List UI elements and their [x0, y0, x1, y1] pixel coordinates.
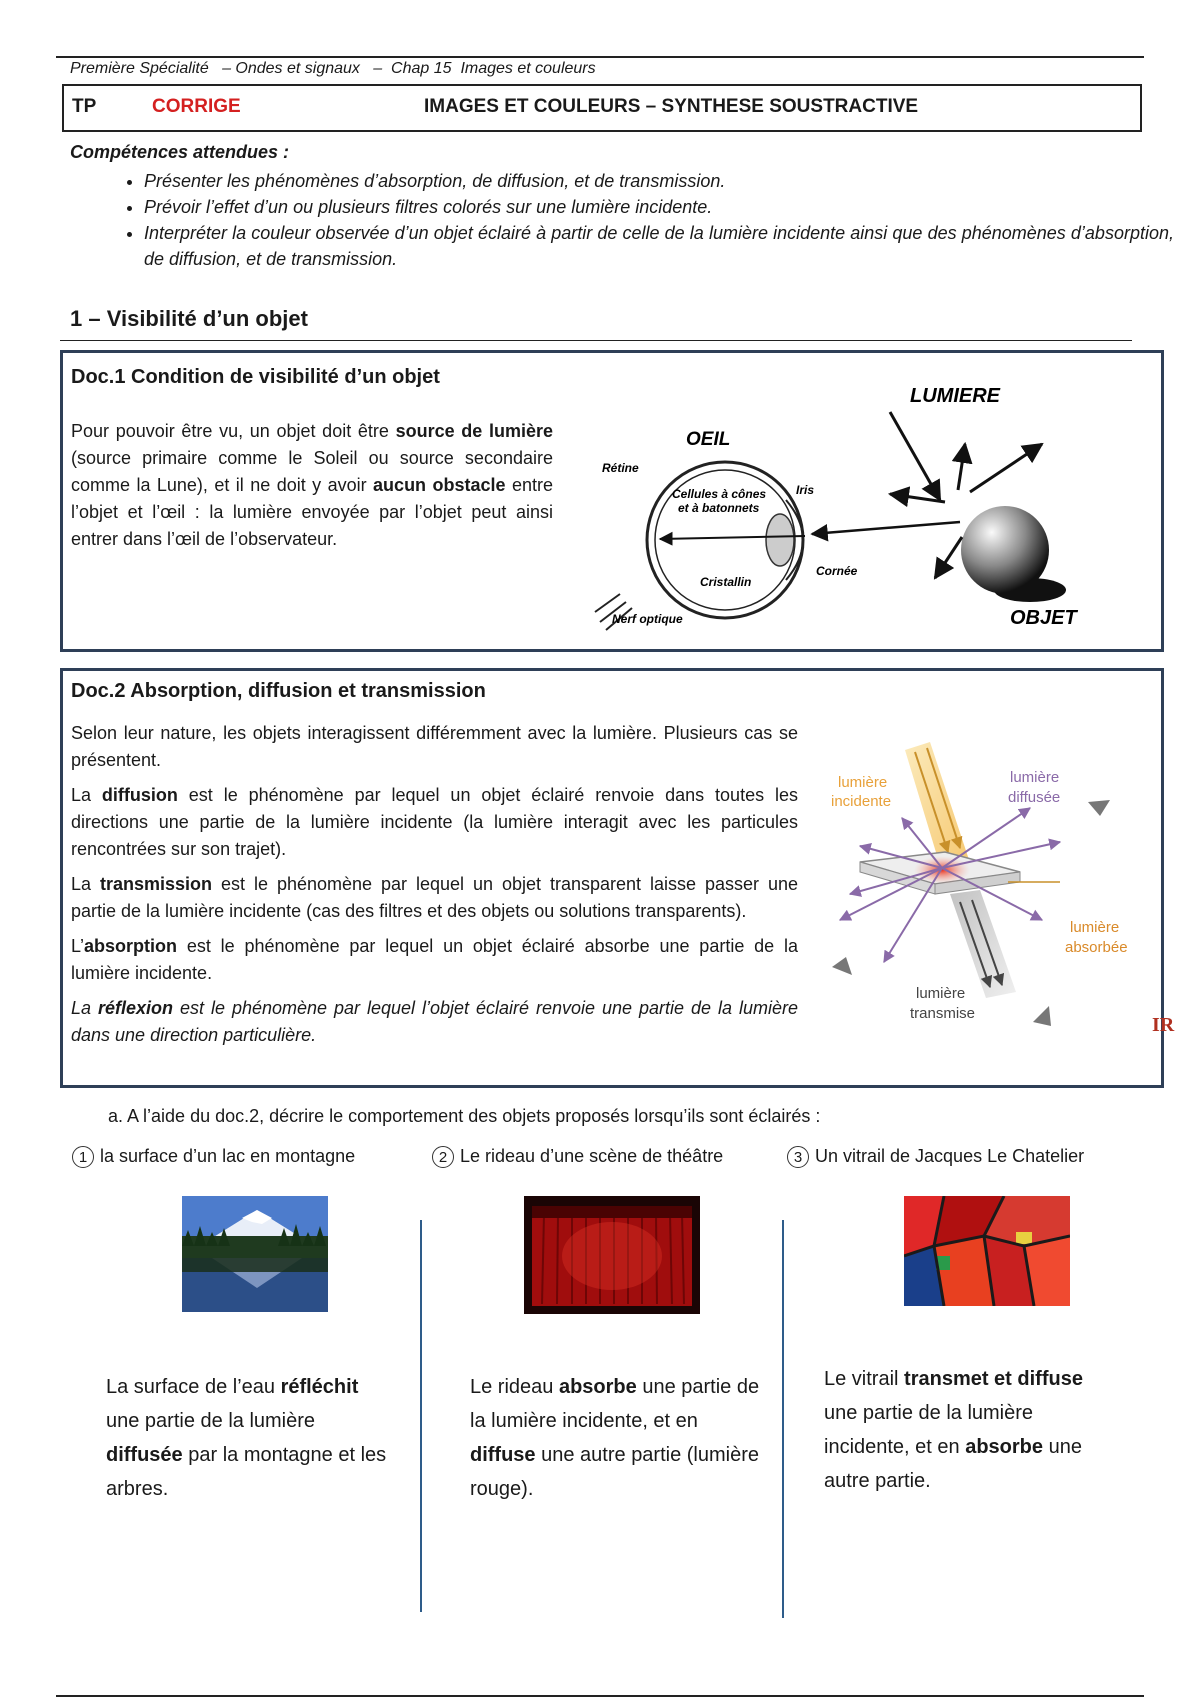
header-line: Première Spécialité – Ondes et signaux – Chap 15 Images et couleurs	[70, 60, 596, 77]
column-separator	[782, 1220, 784, 1618]
lake-mountain-image	[182, 1196, 328, 1312]
cellules-label-2: et à batonnets	[678, 501, 760, 515]
incidente-label-2: incidente	[831, 793, 892, 810]
incident-light-arrow	[890, 412, 940, 500]
oeil-label: OEIL	[686, 429, 731, 450]
diffused-arrow-right	[970, 444, 1042, 492]
competence-item: • Interpréter la couleur observée d’un objet éclairé à partir de celle de la lumière incidente ainsi que des phénomènes d’absorption, de diffusion, et de transmission.	[144, 220, 1174, 272]
cornee-label: Cornée	[816, 564, 858, 578]
diffusee-label-1: lumière	[1010, 769, 1060, 786]
stained-glass-image	[904, 1196, 1070, 1306]
lumiere-label: LUMIERE	[910, 385, 1000, 407]
transmise-label-2: transmise	[910, 1005, 976, 1022]
diffusee-label-2: diffusée	[1008, 789, 1061, 806]
diffused-arrow-down	[935, 537, 962, 578]
eye-object-diagram	[590, 372, 1150, 642]
doc2-title: Doc.2 Absorption, diffusion et transmission	[71, 680, 486, 702]
incidente-label-1: lumière	[838, 774, 888, 791]
transmise-label-1: lumière	[916, 985, 966, 1002]
doc2-diffusion: La diffusion est le phénomène par lequel un objet éclairé renvoie dans toutes les directions une partie de la lumière incidente (la lumière interagit avec les particules rencontrées sur son trajet).	[71, 785, 798, 859]
competences-list	[100, 168, 1174, 272]
competence-item: • Présenter les phénomènes d’absorption, de diffusion, et de transmission.	[144, 168, 1174, 194]
doc1-title: Doc.1 Condition de visibilité d’un objet	[71, 366, 440, 388]
object-sphere	[961, 506, 1066, 602]
option-1: 1 la surface d’un lac en montagne	[72, 1146, 355, 1168]
light-to-eye-arrow	[812, 522, 960, 534]
top-rule	[56, 56, 1144, 58]
absorbee-label-2: absorbée	[1065, 939, 1128, 956]
iris-label: Iris	[796, 483, 815, 497]
section-rule	[60, 340, 1132, 341]
doc1-text: Pour pouvoir être vu, un objet doit être source de lumière (source primaire comme le Soleil ou source secondaire comme la Lune), et il ne doit y avoir aucun obstacle entre l’objet et l’œil : la lumière envoyée par l’objet peut ainsi entrer dans l’œil de l’observateur.	[71, 421, 553, 549]
diffused-arrow-up	[958, 444, 965, 490]
competences-title: Compétences attendues :	[70, 142, 290, 162]
corrige-label: CORRIGE	[152, 96, 241, 117]
competence-item: • Prévoir l’effet d’un ou plusieurs filtres colorés sur une lumière incidente.	[144, 194, 1174, 220]
transmitted-beam	[950, 890, 1016, 998]
doc2-intro: Selon leur nature, les objets interagissent différemment avec la lumière. Plusieurs cas se présentent.	[71, 723, 798, 770]
doc2-reflexion: La réflexion est le phénomène par lequel l’objet éclairé renvoie une partie de la lumière dans une direction particulière.	[71, 998, 798, 1045]
option-number: 1	[72, 1146, 94, 1168]
option-number: 3	[787, 1146, 809, 1168]
interaction-diagram	[820, 742, 1140, 1042]
doc2-text	[71, 720, 798, 1049]
objet-label: OBJET	[1010, 607, 1077, 629]
section-title: 1 – Visibilité d’un objet	[70, 306, 308, 331]
tp-label: TP	[72, 96, 97, 117]
answer-stained-glass: Le vitrail transmet et diffuse une partie de la lumière incidente, et en absorbe une autre partie.	[824, 1368, 1083, 1492]
nerf-label: Nerf optique	[612, 612, 683, 626]
answer-lake: La surface de l’eau réfléchit une partie de la lumière diffusée par la montagne et les arbres.	[106, 1376, 387, 1500]
column-separator	[420, 1220, 422, 1612]
retine-label: Rétine	[602, 461, 639, 475]
theater-curtain-image	[524, 1196, 700, 1314]
absorbed-spot	[914, 856, 970, 884]
page-title: IMAGES ET COULEURS – SYNTHESE SOUSTRACTIVE	[424, 96, 919, 117]
doc2-transmission: La transmission est le phénomène par lequel un objet transparent laisse passer une partie de la lumière incidente (cas des filtres et des objets ou solutions transparents).	[71, 874, 799, 921]
question-text: a. A l’aide du doc.2, décrire le comportement des objets proposés lorsqu’ils sont éclairés :	[108, 1106, 821, 1126]
cristallin-label: Cristallin	[700, 575, 752, 589]
option-3: 3 Un vitrail de Jacques Le Chatelier	[787, 1146, 1084, 1168]
doc2-absorption: L’absorption est le phénomène par lequel un objet éclairé absorbe une partie de la lumière incidente.	[71, 936, 798, 983]
option-number: 2	[432, 1146, 454, 1168]
option-2: 2 Le rideau d’une scène de théâtre	[432, 1146, 723, 1168]
cellules-label-1: Cellules à cônes	[672, 487, 767, 501]
bottom-rule	[56, 1695, 1144, 1697]
absorbee-label-1: lumière	[1070, 919, 1120, 936]
answer-curtain: Le rideau absorbe une partie de la lumière incidente, et en diffuse une autre partie (lumière rouge).	[470, 1376, 760, 1500]
edge-mark: IR	[1152, 1014, 1175, 1036]
